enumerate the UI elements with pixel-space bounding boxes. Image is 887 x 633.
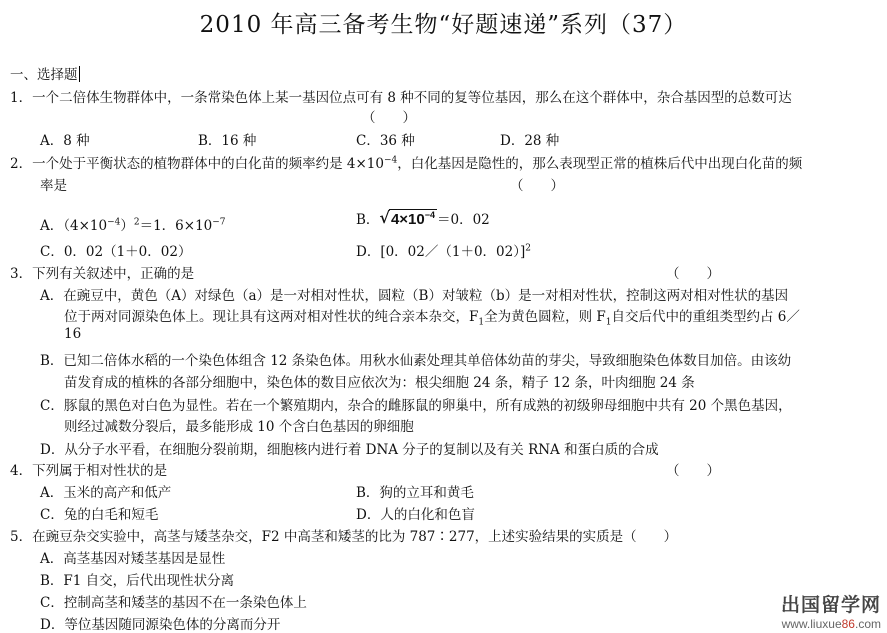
question-2-exponent: −4 [383, 155, 398, 166]
question-3-option-a-line-2 [64, 305, 800, 328]
question-1-answer-blank: （ ） [362, 110, 416, 126]
question-5-option-a: A．高茎基因对矮茎基因是显性 [40, 551, 226, 567]
sqrt-radicand [389, 209, 437, 228]
question-4-option-c: C．兔的白毛和短毛 [40, 507, 159, 523]
question-2-stem-text: 2．一个处于平衡状态的植物群体中的白化苗的频率约是 4×10 [10, 156, 384, 172]
option-a-text: A．（4×10 [40, 218, 108, 234]
text-cursor [79, 66, 80, 82]
sqrt-sign-icon: √ [379, 208, 390, 227]
option-b-label: B． [356, 212, 380, 228]
site-watermark [781, 590, 881, 631]
question-3-option-c-line-1: C．豚鼠的黑色对白色为显性。若在一个繁殖期内，杂合的雌豚鼠的卵巢中，所有成熟的初级卵母细胞中共有 20 个黑色基因， [40, 398, 792, 414]
radicand-exponent: −4 [424, 210, 435, 220]
section-heading [10, 63, 80, 83]
question-5-option-c: C．控制高茎和矮茎的基因不在一条染色体上 [40, 595, 307, 611]
question-2-option-a [40, 214, 226, 234]
question-4-answer-blank: （ ） [666, 463, 720, 479]
question-3-option-a-line-3: 16 [64, 326, 82, 342]
question-3-stem: 3．下列有关叙述中，正确的是 [10, 266, 195, 282]
section-label: 一、选择题 [10, 67, 78, 83]
watermark-logo-text: 出国留学网 [780, 595, 881, 616]
option-a-paren: ） [120, 218, 134, 234]
f1-subscript: 1 [478, 317, 485, 328]
option-a-text-2: 全为黄色圆粒，则 F [484, 309, 606, 325]
option-a-text: 位于两对同源染色体上。现让具有这两对相对性状的纯合亲本杂交，F [64, 309, 479, 325]
watermark-url [781, 617, 881, 631]
question-3-option-c-line-2: 则经过减数分裂后，最多能形成 10 个含白色基因的卵细胞 [64, 419, 414, 435]
question-4-option-b: B．狗的立耳和黄毛 [356, 485, 474, 501]
question-3-option-a-line-1: A．在豌豆中，黄色（A）对绿色（a）是一对相对性状，圆粒（B）对皱粒（b）是一对相对性状，控制这两对相对性状的基因 [40, 288, 789, 304]
question-4-option-d: D．人的白化和色盲 [356, 507, 475, 523]
option-d-text: D．[0．02／（1＋0．02）] [356, 244, 526, 260]
option-a-result-exponent: −7 [212, 217, 226, 228]
option-a-square: 2 [133, 217, 140, 228]
question-2-stem [10, 152, 802, 172]
question-2-option-d [356, 240, 531, 260]
question-3-option-b-line-2: 苗发育成的植株的各部分细胞中，染色体的数目应依次为：根尖细胞 24 条，精子 12 条，叶肉细胞 24 条 [64, 375, 695, 391]
question-5-option-b: B．F1 自交，后代出现性状分离 [40, 573, 235, 589]
page-title: 2010 年高三备考生物“好题速递”系列（37） [199, 12, 688, 38]
question-4-option-a: A．玉米的高产和低产 [40, 485, 172, 501]
watermark-url-part-3: .com [854, 617, 881, 631]
question-2-option-c: C．0．02（1＋0．02） [40, 244, 192, 260]
radicand-text: 4×10 [390, 211, 425, 228]
question-5-option-d: D．等位基因随同源染色体的分离而分开 [40, 617, 281, 633]
watermark-url-part-2: 86 [841, 617, 855, 631]
question-3-option-b-line-1: B．已知二倍体水稻的一个染色体组含 12 条染色体。用秋水仙素处理其单倍体幼苗的芽尖，导致细胞染色体数目加倍。由该幼 [40, 353, 792, 369]
f1-subscript-2: 1 [605, 317, 612, 328]
watermark-url-part-1: www.liuxue [781, 617, 842, 631]
question-1-option-c: C．36 种 [356, 133, 415, 149]
question-5-stem: 5．在豌豆杂交实验中，高茎与矮茎杂交，F2 中高茎和矮茎的比为 787∶277，上述实验结果的实质是（ ） [10, 529, 678, 545]
question-2-stem-text-2: ，白化基因是隐性的，那么表现型正常的植株后代中出现白化苗的频 [397, 156, 803, 172]
option-a-text-3: 自交后代中的重组类型约占 6／ [611, 309, 800, 325]
question-3-answer-blank: （ ） [666, 266, 720, 282]
option-d-exponent: 2 [525, 243, 531, 254]
option-a-exponent: −4 [107, 217, 121, 228]
option-a-result: ＝1．6×10 [139, 218, 213, 234]
question-2-option-b [356, 208, 490, 228]
question-3-option-d: D．从分子水平看，在细胞分裂前期，细胞核内进行着 DNA 分子的复制以及有关 RNA 和蛋白质的合成 [40, 442, 659, 458]
question-1-option-d: D．28 种 [500, 133, 560, 149]
question-2-answer-blank: （ ） [510, 178, 564, 194]
question-1-stem: 1．一个二倍体生物群体中，一条常染色体上某一基因位点可有 8 种不同的复等位基因，那么在这个群体中，杂合基因型的总数可达 [10, 90, 792, 106]
option-b-result: ＝0．02 [437, 212, 490, 228]
question-1-option-a: A．8 种 [40, 133, 90, 149]
question-2-stem-line-2: 率是 [40, 178, 67, 194]
question-4-stem: 4．下列属于相对性状的是 [10, 463, 168, 479]
question-1-option-b: B．16 种 [198, 133, 257, 149]
